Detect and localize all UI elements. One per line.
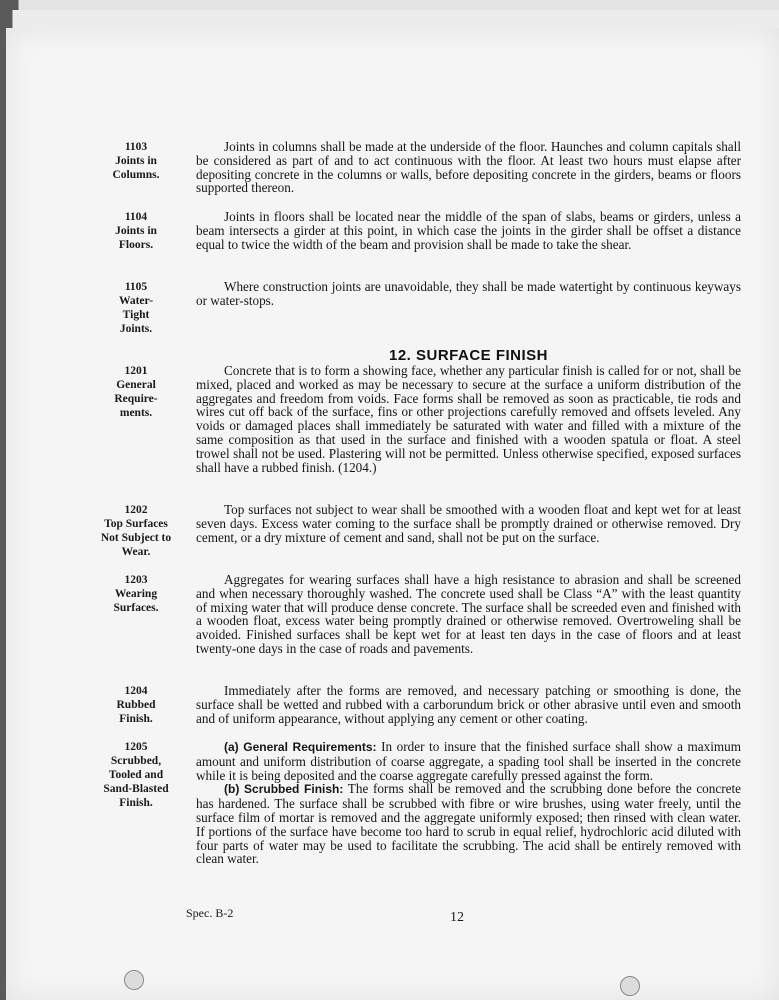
section-title-line: Wearing xyxy=(114,588,158,600)
binding-hole xyxy=(620,976,640,996)
section-number: 1204 xyxy=(124,685,148,697)
section-title-line: Joints in xyxy=(115,225,157,237)
paragraph: Top surfaces not subject to wear shall be smoothed with a wooden float and kept wet for at least seven days. Excess water coming to the surface shall be promptly drained or otherwise removed. Dry cement, or a dry mixture of cement and sand, shall not be put on the surface. xyxy=(196,502,741,545)
section-body xyxy=(196,684,741,725)
section-title-line: General xyxy=(116,379,156,391)
section-title-line: Scrubbed, xyxy=(110,755,162,767)
paragraph: Where construction joints are unavoidable, they shall be made watertight by continuous keyways or water-stops. xyxy=(196,279,741,308)
section-title-line: Finish. xyxy=(119,797,153,809)
section-number: 1202 xyxy=(124,504,148,516)
section-margin-label xyxy=(86,280,186,336)
section-body xyxy=(196,503,741,544)
section-title-line: Joints. xyxy=(119,323,153,335)
section-title-line: Columns. xyxy=(112,169,160,181)
binding-hole xyxy=(124,970,144,990)
subsection-text: In order to insure that the finished surface shall show a maximum amount and uniform distribution of coarse aggregate, a spading tool shall be inserted in the concrete while it is being deposited and the coarse aggregate carefully pressed against the form. xyxy=(196,739,741,783)
paragraph: Concrete that is to form a showing face, whether any particular finish is called for or not, shall be mixed, placed and worked as may be necessary to secure at the surface a uniform distribution of the aggregates and freedom from voids. Face forms shall be removed as soon as practicable, tie rods and wires cut off back of the surface, fins or other projections carefully removed and offsets leveled. Any voids or damaged places shall immediately be saturated with water and filled with a mixture of the same composition as that used in the surface and finished with a wooden spatula or float. A steel trowel shall not be used. Plastering will not be permitted. Unless otherwise specified, exposed surfaces shall have a rubbed finish. (1204.) xyxy=(196,363,741,475)
section-title-line: Joints in xyxy=(115,155,157,167)
section-body xyxy=(196,140,741,195)
paragraph: Immediately after the forms are removed, and necessary patching or smoothing is done, the surface shall be wetted and rubbed with a carborundum brick or other abrasive until even and smooth and of uniform appearance, without applying any cement or other coating. xyxy=(196,683,741,726)
section-margin-label xyxy=(86,684,186,726)
subsection-lead: (b) Scrubbed Finish: xyxy=(224,782,344,797)
section-margin-label xyxy=(86,503,186,559)
paragraph: Joints in columns shall be made at the underside of the floor. Haunches and column capitals shall be considered as part of and to act continuous with the floor. At least two hours must elapse after depositing concrete in the columns or walls, before depositing concrete in the girders, beams or floors supported thereon. xyxy=(196,139,741,196)
paragraph: Joints in floors shall be located near the middle of the span of slabs, beams or girders, unless a beam intersects a girder at this point, in which case the joints in the girder shall be offset a distance equal to twice the width of the beam and provision shall be made to take the shear. xyxy=(196,209,741,252)
section-title-line: Water- xyxy=(118,295,154,307)
section-title-line: Not Subject to xyxy=(100,532,172,544)
subsection-lead: (a) General Requirements: xyxy=(224,740,377,754)
section-title-line: Top Surfaces xyxy=(104,518,168,530)
section-margin-label xyxy=(86,573,186,615)
subsection-text: The forms shall be removed and the scrubbing done before the concrete has hardened. The surface shall be scrubbed with fibre or wire brushes, using water freely, until the surface film of mortar is removed and the aggregate uniformly exposed; then rinsed with clean water. If portions of the surface have become too hard to scrub in equal relief, hydrochloric acid diluted with four parts of water may be used to facilitate the scrubbing. The acid shall be entirely removed with clean water. xyxy=(196,781,741,867)
section-title-line: Finish. xyxy=(119,713,153,725)
section-title-line: Rubbed xyxy=(116,699,156,711)
section-number: 1104 xyxy=(124,211,148,223)
section-margin-label xyxy=(86,210,186,252)
section-title-line: Require- xyxy=(114,393,158,405)
page-number: 12 xyxy=(450,910,464,925)
section-body xyxy=(196,573,741,656)
section-number: 1203 xyxy=(124,574,148,586)
section-title-line: Floors. xyxy=(118,239,154,251)
section-body xyxy=(196,740,741,866)
section-number: 1105 xyxy=(124,281,148,293)
section-number: 1205 xyxy=(124,741,148,753)
document-page xyxy=(6,28,779,1000)
section-title-line: Surfaces. xyxy=(113,602,159,614)
section-body xyxy=(196,280,741,308)
paragraph xyxy=(196,740,741,782)
section-margin-label xyxy=(86,140,186,182)
section-margin-label xyxy=(86,740,186,810)
section-margin-label xyxy=(86,364,186,420)
spec-label: Spec. B-2 xyxy=(186,906,234,920)
section-body xyxy=(196,210,741,251)
section-title-line: Tight xyxy=(122,309,150,321)
section-title-line: Tooled and xyxy=(108,769,164,781)
section-body xyxy=(196,364,741,474)
section-title-line: ments. xyxy=(119,407,153,419)
section-title-line: Sand-Blasted xyxy=(103,783,169,795)
section-number: 1201 xyxy=(124,365,148,377)
chapter-heading: 12. SURFACE FINISH xyxy=(388,347,549,364)
section-title-line: Wear. xyxy=(121,546,151,558)
paragraph xyxy=(196,782,741,866)
paragraph: Aggregates for wearing surfaces shall have a high resistance to abrasion and shall be screened and when necessary thoroughly washed. The concrete used shall be Class “A” with the least quantity of mixing water that will produce dense concrete. The surface shall be screeded even and finished with a wooden float, excess water being promptly drained or otherwise removed. Overtroweling shall be avoided. Finished surfaces shall be kept wet for at least ten days in the case of floors and at least twenty-one days in the case of roads and pavements. xyxy=(196,572,741,656)
section-number: 1103 xyxy=(124,141,148,153)
